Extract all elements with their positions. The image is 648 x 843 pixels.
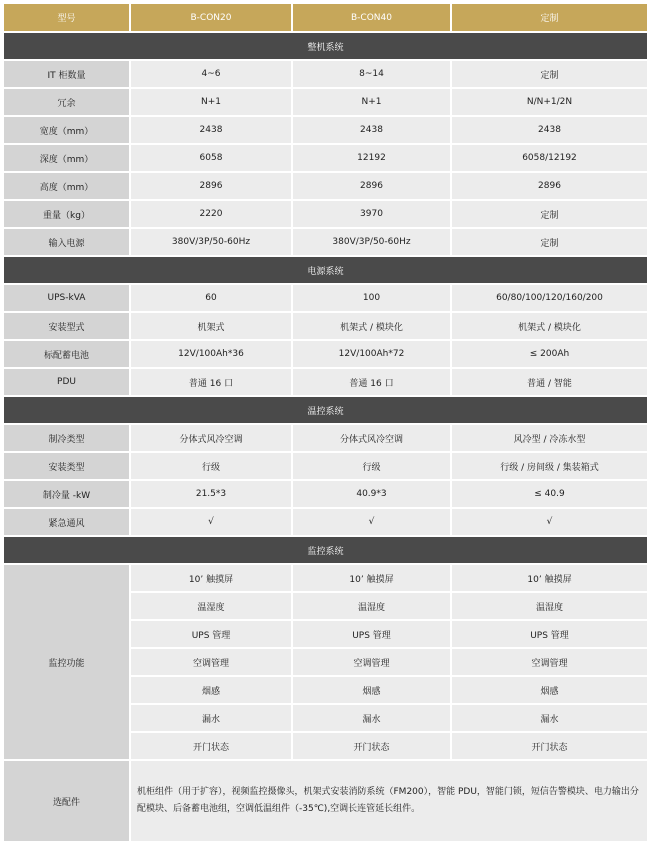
cell: 40.9*3 [293,481,450,507]
cell: 普通 / 智能 [452,369,647,395]
row-label: 冗余 [4,89,129,115]
cell: UPS 管理 [452,621,647,647]
cell: 定制 [452,229,647,255]
cell: 烟感 [452,677,647,703]
cell: 2438 [131,117,291,143]
row-label: 输入电源 [4,229,129,255]
table-row [4,173,647,199]
row-label: 标配蓄电池 [4,341,129,367]
cell: N+1 [131,89,291,115]
cell: 温湿度 [452,593,647,619]
row-label: IT 柜数量 [4,61,129,87]
row-label: 安装型式 [4,313,129,339]
cell: 2438 [452,117,647,143]
table-row [4,145,647,171]
cell: 行级 [131,453,291,479]
cell: 10’ 触摸屏 [293,565,450,591]
cell: 空调管理 [131,649,291,675]
cell: 2220 [131,201,291,227]
cell: 380V/3P/50-60Hz [293,229,450,255]
cell: 6058/12192 [452,145,647,171]
cell: 开门状态 [131,733,291,759]
cell: 漏水 [131,705,291,731]
section-header [4,257,647,283]
row-label: 高度（mm） [4,173,129,199]
table-row [4,313,647,339]
cell: 21.5*3 [131,481,291,507]
cell: 空调管理 [452,649,647,675]
options-label: 选配件 [4,761,129,841]
cell: 温湿度 [131,593,291,619]
header-bcon20: B-CON20 [131,4,291,31]
cell: 12V/100Ah*72 [293,341,450,367]
table-row [4,61,647,87]
row-label: 监控功能 [4,565,129,759]
table-row [4,565,647,591]
cell: N+1 [293,89,450,115]
cell: 3970 [293,201,450,227]
cell: 温湿度 [293,593,450,619]
cell: 分体式风冷空调 [131,425,291,451]
header-model: 型号 [4,4,129,31]
cell: 60 [131,285,291,311]
table-row [4,201,647,227]
cell: 机架式 / 模块化 [452,313,647,339]
cell: 380V/3P/50-60Hz [131,229,291,255]
cell: √ [131,509,291,535]
section-header [4,397,647,423]
row-label: 宽度（mm） [4,117,129,143]
row-label: 紧急通风 [4,509,129,535]
section-title: 电源系统 [4,257,647,283]
cell: 机架式 / 模块化 [293,313,450,339]
cell: 烟感 [131,677,291,703]
cell: 2438 [293,117,450,143]
cell: 漏水 [293,705,450,731]
row-label: PDU [4,369,129,395]
cell: 60/80/100/120/160/200 [452,285,647,311]
cell: 漏水 [452,705,647,731]
cell: ≤ 40.9 [452,481,647,507]
section-title: 整机系统 [4,33,647,59]
table-row [4,341,647,367]
cell: 10’ 触摸屏 [452,565,647,591]
options-row [4,761,647,841]
table-row [4,229,647,255]
cell: 2896 [293,173,450,199]
row-label: UPS-kVA [4,285,129,311]
options-text: 机柜组件（用于扩容），视频监控摄像头，机架式安装消防系统（FM200），智能 PDU，智能门锁，短信告警模块、电力输出分配模块、后备蓄电池组，空调低温组件（-35℃),空调长连管延长组件。 [131,761,647,841]
row-label: 重量（kg） [4,201,129,227]
cell: UPS 管理 [293,621,450,647]
cell: 机架式 [131,313,291,339]
cell: UPS 管理 [131,621,291,647]
row-label: 制冷量 -kW [4,481,129,507]
table-row [4,425,647,451]
spec-table [2,2,648,843]
section-header [4,33,647,59]
cell: 开门状态 [452,733,647,759]
cell: 10’ 触摸屏 [131,565,291,591]
cell: 定制 [452,201,647,227]
cell: 行级 [293,453,450,479]
cell: 12192 [293,145,450,171]
cell: 烟感 [293,677,450,703]
cell: 6058 [131,145,291,171]
table-row [4,369,647,395]
row-label: 深度（mm） [4,145,129,171]
cell: 空调管理 [293,649,450,675]
cell: 分体式风冷空调 [293,425,450,451]
cell: 8~14 [293,61,450,87]
cell: 2896 [452,173,647,199]
table-row [4,89,647,115]
cell: 风冷型 / 冷冻水型 [452,425,647,451]
cell: ≤ 200Ah [452,341,647,367]
table-row [4,481,647,507]
section-title: 监控系统 [4,537,647,563]
cell: 12V/100Ah*36 [131,341,291,367]
cell: 2896 [131,173,291,199]
cell: 定制 [452,61,647,87]
table-row [4,453,647,479]
table-row [4,509,647,535]
cell: √ [293,509,450,535]
cell: 4~6 [131,61,291,87]
header-bcon40: B-CON40 [293,4,450,31]
cell: 行级 / 房间级 / 集装箱式 [452,453,647,479]
section-title: 温控系统 [4,397,647,423]
cell: 普通 16 口 [293,369,450,395]
cell: 普通 16 口 [131,369,291,395]
table-row [4,285,647,311]
cell: √ [452,509,647,535]
cell: 100 [293,285,450,311]
cell: 开门状态 [293,733,450,759]
row-label: 制冷类型 [4,425,129,451]
table-row [4,117,647,143]
cell: N/N+1/2N [452,89,647,115]
section-header [4,537,647,563]
header-custom: 定制 [452,4,647,31]
header-row [4,4,647,31]
row-label: 安装类型 [4,453,129,479]
